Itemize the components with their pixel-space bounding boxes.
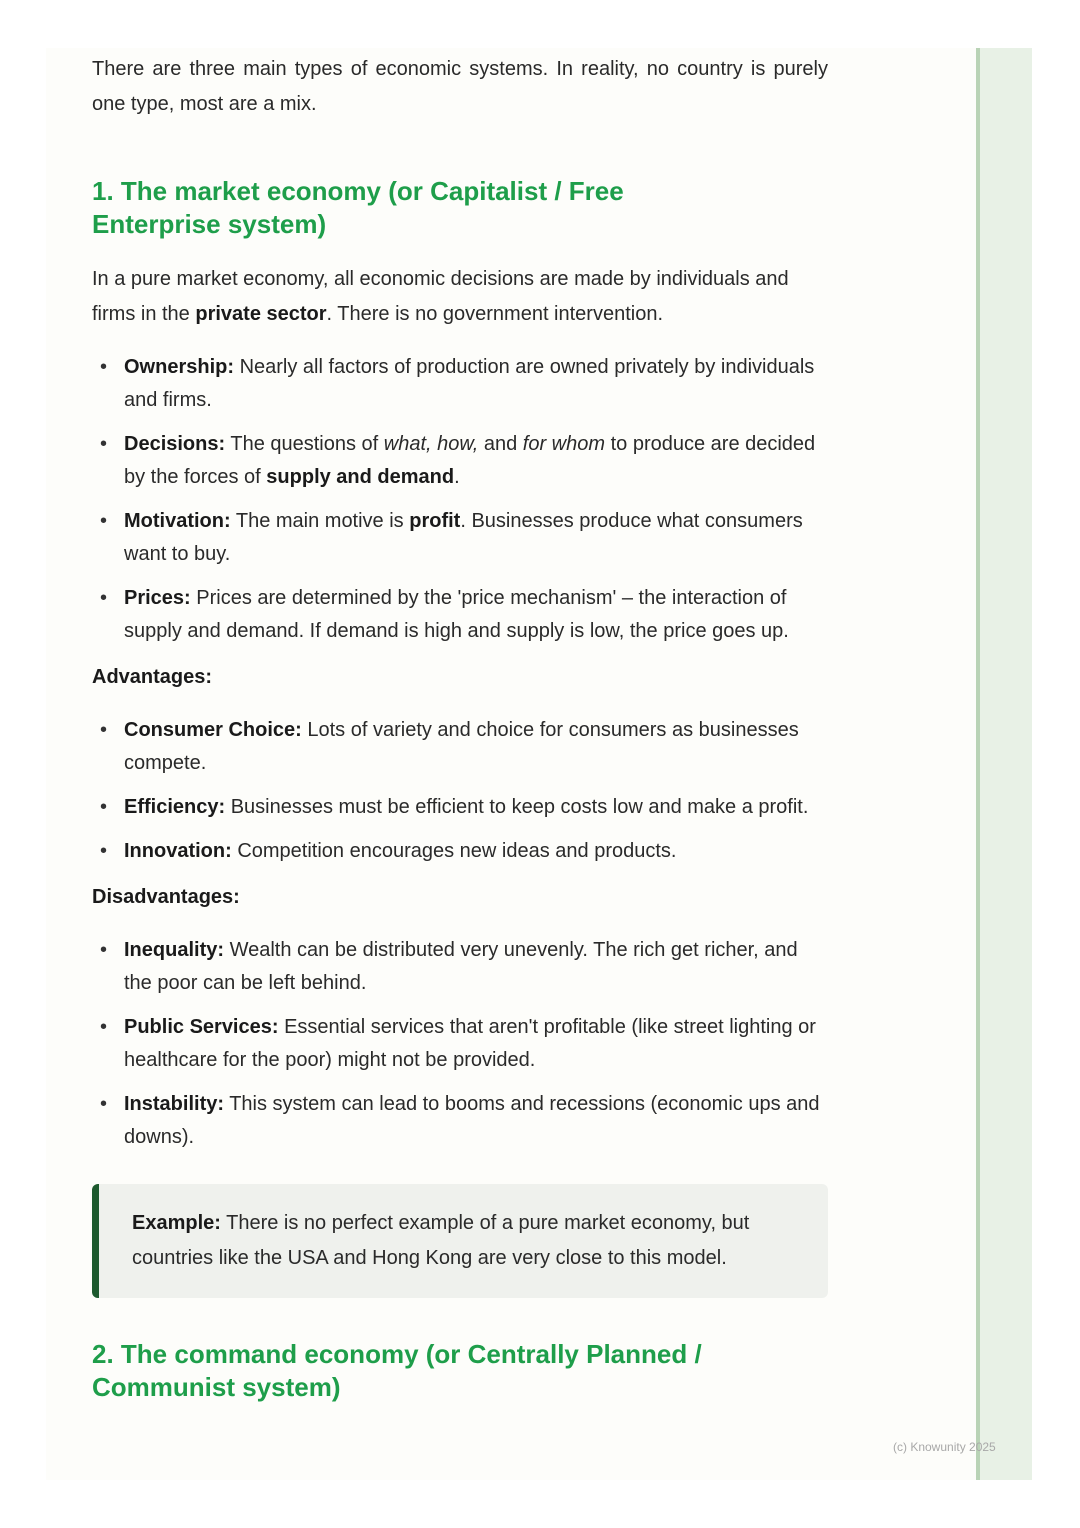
disadvantage-label: Instability: (124, 1093, 225, 1115)
disadvantage-text: Essential services that aren't profitable (like street lighting or healthcare for the poor) might not be provided. (124, 1016, 816, 1071)
decisions-label: Decisions: (124, 433, 226, 455)
disadvantage-label: Inequality: (124, 939, 225, 961)
advantage-text: Businesses must be efficient to keep costs low and make a profit. (225, 796, 809, 818)
list-item-decisions (92, 428, 828, 494)
bullet-icon: • (100, 356, 108, 378)
bullet-icon: • (100, 840, 108, 862)
bullet-icon: • (100, 1093, 108, 1115)
section-1-intro (92, 262, 828, 332)
list-item-prices (92, 582, 828, 648)
advantage-label: Efficiency: (124, 796, 226, 818)
list-item-ownership (92, 351, 828, 417)
section-1-intro-bold: private sector (195, 303, 327, 325)
decisions-bold: supply and demand (266, 466, 455, 488)
motivation-label: Motivation: (124, 510, 231, 532)
decisions-text-1: The questions of (225, 433, 384, 455)
decisions-text-4: . (454, 466, 460, 488)
advantage-label: Consumer Choice: (124, 719, 302, 741)
list-item-motivation (92, 505, 828, 571)
section-1-title: 1. The market economy (or Capitalist / Free Enterprise system) (92, 176, 624, 239)
prices-label: Prices: (124, 587, 191, 609)
advantages-heading: Advantages: (92, 666, 213, 688)
list-item-disadvantage (92, 1088, 828, 1154)
section-2-title: 2. The command economy (or Centrally Planned / Communist system) (92, 1339, 702, 1402)
list-item-advantage (92, 835, 828, 868)
decisions-italic-1: what, how, (383, 433, 479, 455)
list-item-disadvantage (92, 1011, 828, 1077)
bullet-icon: • (100, 796, 108, 818)
section-1-intro-text: In a pure market economy, all economic decisions are made by individuals and firms in the (92, 268, 789, 325)
advantage-text: Competition encourages new ideas and products. (231, 840, 677, 862)
motivation-text-2: . Businesses produce what consumers want to buy. (124, 510, 803, 565)
side-panel (976, 48, 1032, 1480)
decisions-text-3: to produce are decided by the forces of (124, 433, 816, 488)
copyright-text: (c) Knowunity 2025 (893, 1440, 996, 1454)
document-content (92, 52, 828, 1404)
example-callout (92, 1184, 828, 1298)
disadvantages-heading: Disadvantages: (92, 886, 240, 908)
example-label: Example: (132, 1212, 221, 1234)
disadvantages-list (92, 934, 828, 1154)
disadvantage-text: This system can lead to booms and recessions (economic ups and downs). (124, 1093, 820, 1148)
advantage-label: Innovation: (124, 840, 232, 862)
bullet-icon: • (100, 433, 108, 455)
bullet-icon: • (100, 719, 108, 741)
section-1-intro-end: . There is no government intervention. (326, 303, 664, 325)
bullet-icon: • (100, 587, 108, 609)
prices-text: Prices are determined by the 'price mechanism' – the interaction of supply and demand. If demand is high and supply is low, the price goes up. (124, 587, 789, 642)
motivation-bold: profit (409, 510, 461, 532)
advantage-text: Lots of variety and choice for consumers as businesses compete. (124, 719, 799, 774)
bullet-icon: • (100, 939, 108, 961)
ownership-label: Ownership: (124, 356, 235, 378)
list-item-disadvantage (92, 934, 828, 1000)
disadvantage-text: Wealth can be distributed very unevenly. The rich get richer, and the poor can be left behind. (124, 939, 798, 994)
list-item-advantage (92, 791, 828, 824)
features-list (92, 351, 828, 648)
disadvantage-label: Public Services: (124, 1016, 279, 1038)
ownership-text: Nearly all factors of production are owned privately by individuals and firms. (124, 356, 815, 411)
intro-paragraph: There are three main types of economic systems. In reality, no country is purely one type, most are a mix. (92, 58, 828, 115)
list-item-advantage (92, 714, 828, 780)
motivation-text-1: The main motive is (230, 510, 410, 532)
decisions-text-2: and (478, 433, 523, 455)
decisions-italic-2: for whom (522, 433, 606, 455)
bullet-icon: • (100, 1016, 108, 1038)
advantages-list (92, 714, 828, 868)
example-text: There is no perfect example of a pure market economy, but countries like the USA and Hong Kong are very close to this model. (132, 1212, 750, 1269)
bullet-icon: • (100, 510, 108, 532)
